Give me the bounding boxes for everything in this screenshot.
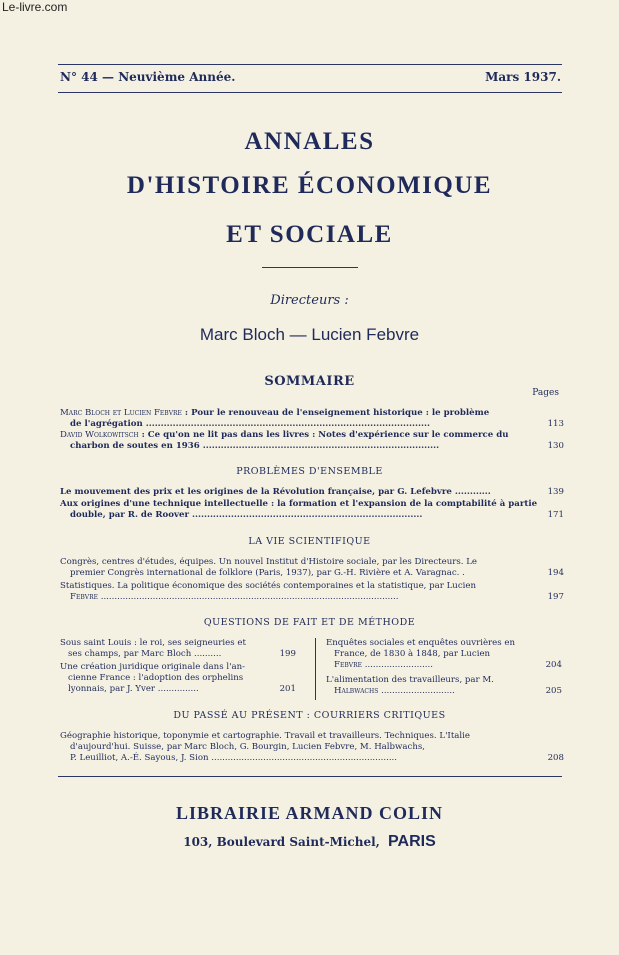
toc-title-cont: Febvre ............................................................................................................. [70,592,399,602]
toc-page: 208 [547,753,564,763]
toc-page: 199 [279,649,296,659]
toc-title: Aux origines d'une technique intellectuelle : la formation et l'expansion de la comptabilité à partie [60,499,538,509]
toc-authors: David Wolkowitsch [60,430,139,440]
toc-line: d'aujourd'hui. Suisse, par Marc Bloch, G. Bourgin, Lucien Febvre, M. Halbwachs, [70,742,426,752]
toc-title: Statistiques. La politique économique des sociétés contemporaines et la statistique, par Lucien [60,581,477,591]
toc-page: 139 [547,487,564,497]
toc-page: 205 [545,686,562,696]
pages-label: Pages [532,388,559,398]
toc-page: 204 [545,660,562,670]
title-divider [262,267,358,268]
toc-line: ses champs, par Marc Bloch .......... [68,649,222,659]
toc-title-cont: double, par R. de Roover ............................................................................. [70,510,423,520]
toc-title-cont: de l'agrégation ............................................................................................... [70,419,430,429]
toc-entry [60,581,564,603]
section-heading-problemes: PROBLÈMES D'ENSEMBLE [236,466,383,477]
toc-page: 171 [547,510,564,520]
journal-title-line-2: D'HISTOIRE ÉCONOMIQUE [126,172,493,199]
toc-page: 201 [279,684,296,694]
toc-entry [60,557,564,579]
toc-line: Géographie historique, toponymie et cartographie. Travail et travailleurs. Techniques. L'Italie [60,731,470,741]
toc-col-entry [60,638,296,660]
toc-page: 130 [547,441,564,451]
toc-page: 197 [547,592,564,602]
journal-title-line-3: ET SOCIALE [226,221,393,248]
toc-line: Une création juridique originale dans l'an- [60,662,246,672]
directors-label: Directeurs : [270,293,349,308]
directors-names: Marc Bloch — Lucien Febvre [199,325,420,344]
toc-title: : Ce qu'on ne lit pas dans les livres : Notes d'expérience sur le commerce du [138,430,509,440]
toc-col-entry [326,675,562,697]
journal-title-line-1: ANNALES [244,128,375,155]
issue-date: Mars 1937. [485,70,561,84]
publisher-city: PARIS [388,833,436,850]
toc-col-entry [326,638,562,671]
column-divider [315,638,316,700]
publisher-address [0,833,619,851]
watermark: Le-livre.com [2,0,68,14]
publisher-name: LIBRAIRIE ARMAND COLIN [175,803,444,823]
footer-rule [58,776,562,777]
section-heading-questions: QUESTIONS DE FAIT ET DE MÉTHODE [203,617,416,628]
toc-line: lyonnais, par J. Yver ............... [68,684,199,694]
toc-title-cont: premier Congrès international de folklore (Paris, 1937), par G.-H. Rivière et A. Varagnac. . [70,568,465,578]
toc-line: Enquêtes sociales et enquêtes ouvrières en [326,638,516,648]
section-heading-vie: LA VIE SCIENTIFIQUE [248,536,371,547]
toc-entry [60,487,564,498]
toc-entry [60,499,564,521]
section-heading-passe: DU PASSÉ AU PRÉSENT : COURRIERS CRITIQUES [173,710,446,721]
toc-page: 194 [547,568,564,578]
toc-line: P. Leuilliot, A.-É. Sayous, J. Sion .................................................................... [70,753,398,763]
summary-heading: SOMMAIRE [264,374,355,389]
toc-page: 113 [547,419,564,429]
toc-entry [60,430,564,452]
toc-entry [60,408,564,430]
toc-line: L'alimentation des travailleurs, par M. [326,675,494,685]
header-bottom-rule [58,92,562,93]
toc-authors: Marc Bloch et Lucien Febvre [60,408,182,418]
toc-title: Congrès, centres d'études, équipes. Un nouvel Institut d'Histoire sociale, par les Directeurs. Le [60,557,478,567]
toc-line: cienne France : l'adoption des orphelins [68,673,244,683]
toc-entry [60,731,564,764]
toc-line: Febvre ......................... [334,660,434,670]
toc-line: Halbwachs ........................... [334,686,455,696]
issue-number: N° 44 — Neuvième Année. [60,70,236,84]
header-top-rule [58,64,562,65]
toc-title: Le mouvement des prix et les origines de la Révolution française, par G. Lefebvre ............ [60,487,491,497]
toc-title-cont: charbon de soutes en 1936 ............................................................................... [70,441,440,451]
toc-line: Sous saint Louis : le roi, ses seigneuries et [60,638,246,648]
toc-title: : Pour le renouveau de l'enseignement historique : le problème [181,408,490,418]
publisher-street: 103, Boulevard Saint-Michel, [183,835,380,849]
toc-col-entry [60,662,296,695]
toc-line: France, de 1830 à 1848, par Lucien [334,649,491,659]
